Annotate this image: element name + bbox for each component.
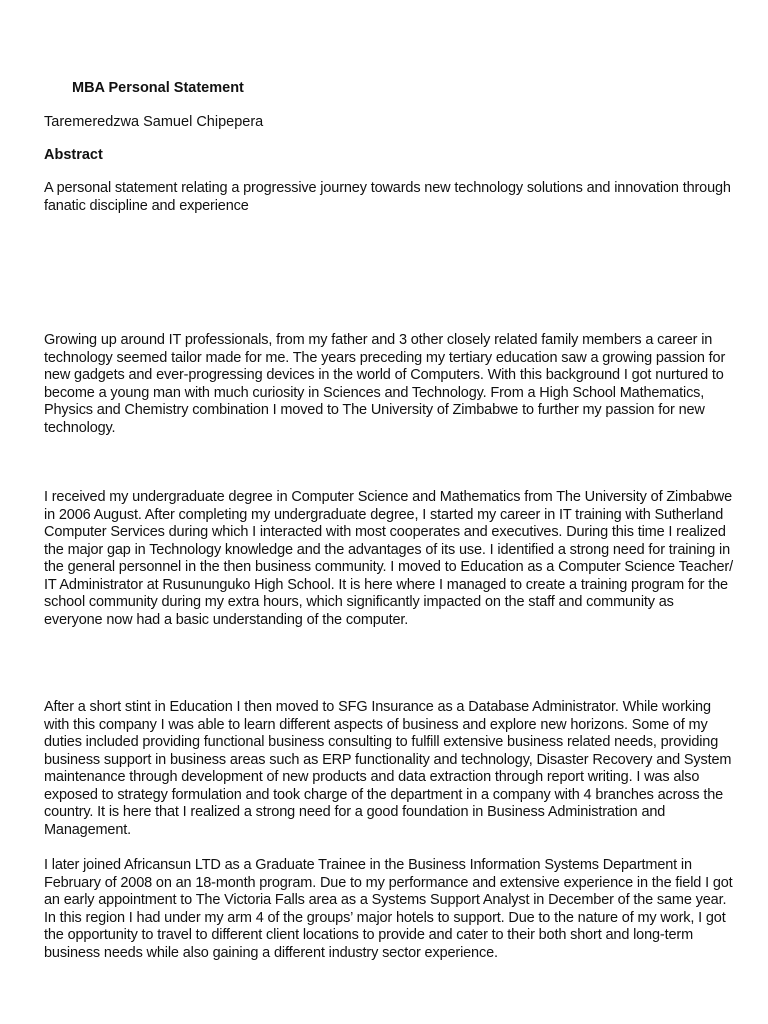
body-paragraph-1: Growing up around IT professionals, from my father and 3 other closely related family members a career in technology seemed tailor made for me. The years preceding my tertiary education saw a growing passion for new gadgets and ever-progressing devices in the world of Computers. With this background I got nurtured to become a young man with much curiosity in Sciences and Technology. From a High School Mathematics, Physics and Chemistry combination I moved to The University of Zimbabwe to further my passion for new technology. <box>44 332 726 436</box>
body-paragraph-2: I received my undergraduate degree in Computer Science and Mathematics from The University of Zimbabwe in 2006 August. After completing my undergraduate degree, I started my career in IT training with Sutherland Computer Services during which I interacted with most cooperates and executives. During this time I realized the major gap in Technology knowledge and the advantages of its use. I identified a strong need for training in the general personnel in the then business community. I moved to Education as a Computer Science Teacher/ IT Administrator at Rusununguko High School. It is here where I managed to create a training program for the school community during my extra hours, which significantly impacted on the staff and community as everyone now had a basic understanding of the computer. <box>44 489 733 628</box>
body-paragraph-4: I later joined Africansun LTD as a Graduate Trainee in the Business Information Systems Department in February of 2008 on an 18-month program. Due to my performance and extensive experience in the field I got an early appointment to The Victoria Falls area as a Systems Support Analyst in December of the same year. In this region I had under my arm 4 of the groups’ major hotels to support. Due to the nature of my work, I got the opportunity to travel to different client locations to provide and cater to their both short and long-term business needs while also gaining a different industry sector experience. <box>44 857 733 961</box>
author-name: Taremeredzwa Samuel Chipepera <box>44 114 264 130</box>
abstract-heading: Abstract <box>44 147 103 163</box>
abstract-text: A personal statement relating a progressive journey towards new technology solutions and innovation through fanatic discipline and experience <box>44 180 731 214</box>
body-paragraph-3: After a short stint in Education I then moved to SFG Insurance as a Database Administrator. While working with this company I was able to learn different aspects of business and explore new horizons. Some of my duties included providing functional business consulting to fulfill extensive business related needs, providing business support in business areas such as ERP functionality and technology, Disaster Recovery and System maintenance through development of new products and data extraction through report writing. I was also exposed to strategy formulation and took charge of the department in a company with 4 branches across the country. It is here that I realized a strong need for a good foundation in Business Administration and Management. <box>44 699 732 838</box>
document-title: MBA Personal Statement <box>72 80 244 96</box>
